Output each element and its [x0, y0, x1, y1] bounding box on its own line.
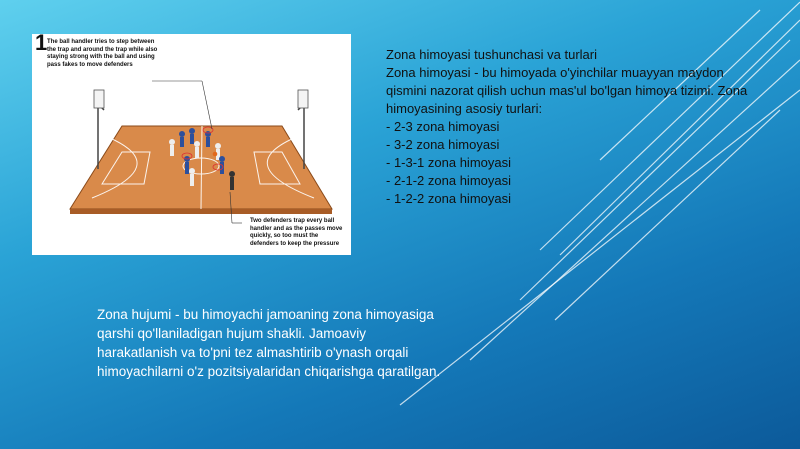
list-item: - 2-1-2 zona himoyasi — [386, 173, 511, 188]
zone-defense-text — [386, 46, 796, 208]
top-caption — [35, 30, 163, 69]
paragraph-line: harakatlanish va to'pni tez almashtirib o'ynash orqali — [97, 345, 409, 360]
definition-line: Zona himoyasi - bu himoyada o'yinchilar muayyan maydon — [386, 65, 724, 80]
list-item: - 2-3 zona himoyasi — [386, 119, 500, 134]
list-item: - 1-2-2 zona himoyasi — [386, 191, 511, 206]
paragraph-line: himoyachilarni o'z pozitsiyalaridan chiqarishga qaratilgan. — [97, 364, 441, 379]
list-item: - 3-2 zona himoyasi — [386, 137, 500, 152]
top-caption-text: The ball handler tries to step between the trap and around the trap while also staying strong with the ball and using pass fakes to move defenders — [47, 39, 158, 68]
zone-offense-text — [97, 305, 487, 381]
definition-line: qismini nazorat qilish uchun mas'ul bo'lgan himoya tizimi. Zona — [386, 83, 748, 98]
step-number: 1 — [35, 30, 48, 55]
basketball-court-diagram — [32, 30, 351, 255]
paragraph-line: qarshi qo'llaniladigan hujum shakli. Jamoaviy — [97, 326, 366, 341]
zone-defense-title: Zona himoyasi tushunchasi va turlari — [386, 47, 597, 62]
bottom-caption: Two defenders trap every ball handler and as the passes move quickly, so too must the defenders to keep the pressure — [250, 218, 343, 247]
paragraph-line: Zona hujumi - bu himoyachi jamoaning zona himoyasiga — [97, 307, 434, 322]
definition-line: himoyasining asosiy turlari: — [386, 101, 543, 116]
list-item: - 1-3-1 zona himoyasi — [386, 155, 511, 170]
